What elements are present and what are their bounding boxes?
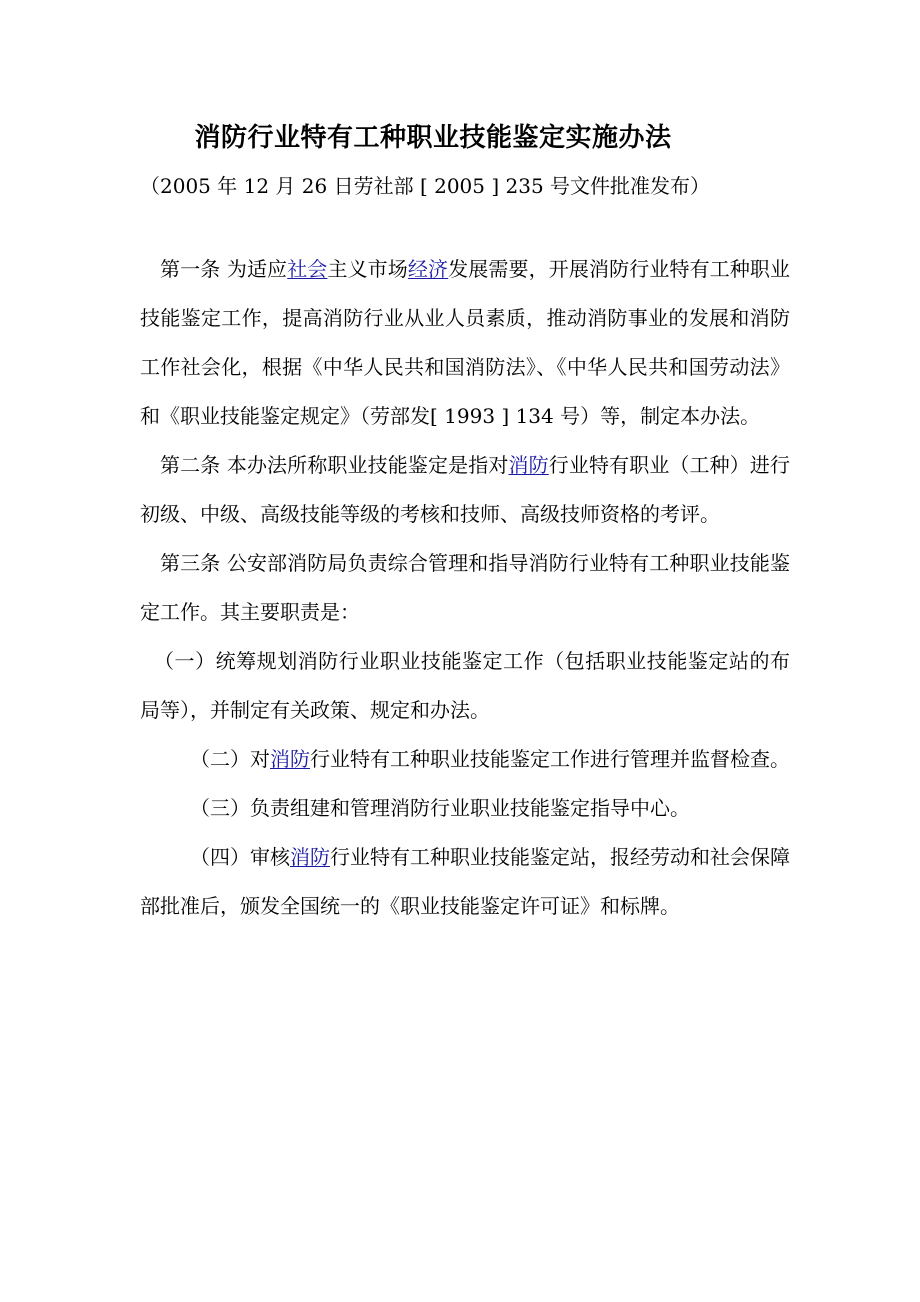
item-3-text: （三）负责组建和管理消防行业职业技能鉴定指导中心。 (190, 796, 690, 820)
item-2-text-a: （二）对 (190, 747, 270, 771)
link-xiaofang-3[interactable]: 消防 (290, 845, 330, 869)
article-1-text-b: 主义市场 (327, 257, 408, 281)
link-xiaofang-1[interactable]: 消防 (508, 453, 549, 477)
article-3 (140, 539, 790, 637)
document-title: 消防行业特有工种职业技能鉴定实施办法 (194, 123, 672, 153)
article-3-text: 第三条 公安部消防局负责综合管理和指导消防行业特有工种职业技能鉴定工作。其主要职责是： (140, 551, 790, 624)
article-1-text-c: 发展需要，开展消防行业特有工种职业技能鉴定工作，提高消防行业从业人员素质，推动消防事业的发展和消防工作社会化，根据《中华人民共和国消防法》、《中华人民共和国劳动法》和《职业技能鉴定规定》（劳部发[ 1993 ] 134 号）等，制定本办法。 (140, 257, 791, 428)
article-2 (140, 441, 790, 539)
link-xiaofang-2[interactable]: 消防 (270, 747, 310, 771)
item-4 (140, 833, 790, 931)
link-shehui[interactable]: 社会 (287, 257, 328, 281)
item-1 (140, 637, 790, 735)
article-1 (140, 245, 790, 441)
article-2-text-b: 行业特有职业（工种）进行初级、中级、高级技能等级的考核和技师、高级技师资格的考评。 (140, 453, 791, 526)
article-1-text-a: 第一条 为适应 (160, 257, 288, 281)
item-2-text-b: 行业特有工种职业技能鉴定工作进行管理并监督检查。 (310, 747, 790, 771)
item-2 (140, 735, 790, 784)
item-3 (140, 784, 790, 833)
document-subtitle: （2005 年 12 月 26 日劳社部 [ 2005 ] 235 号文件批准发布） (140, 174, 711, 198)
item-4-text-a: （四）审核 (190, 845, 290, 869)
document-body (140, 245, 790, 931)
article-2-text-a: 第二条 本办法所称职业技能鉴定是指对 (160, 453, 509, 477)
item-1-text: （一）统筹规划消防行业职业技能鉴定工作（包括职业技能鉴定站的布局等），并制定有关政策、规定和办法。 (140, 649, 790, 722)
item-4-text-b: 行业特有工种职业技能鉴定站，报经劳动和社会保障部批准后，颁发全国统一的《职业技能鉴定许可证》和标牌。 (140, 845, 790, 918)
link-jingji[interactable]: 经济 (407, 257, 449, 281)
